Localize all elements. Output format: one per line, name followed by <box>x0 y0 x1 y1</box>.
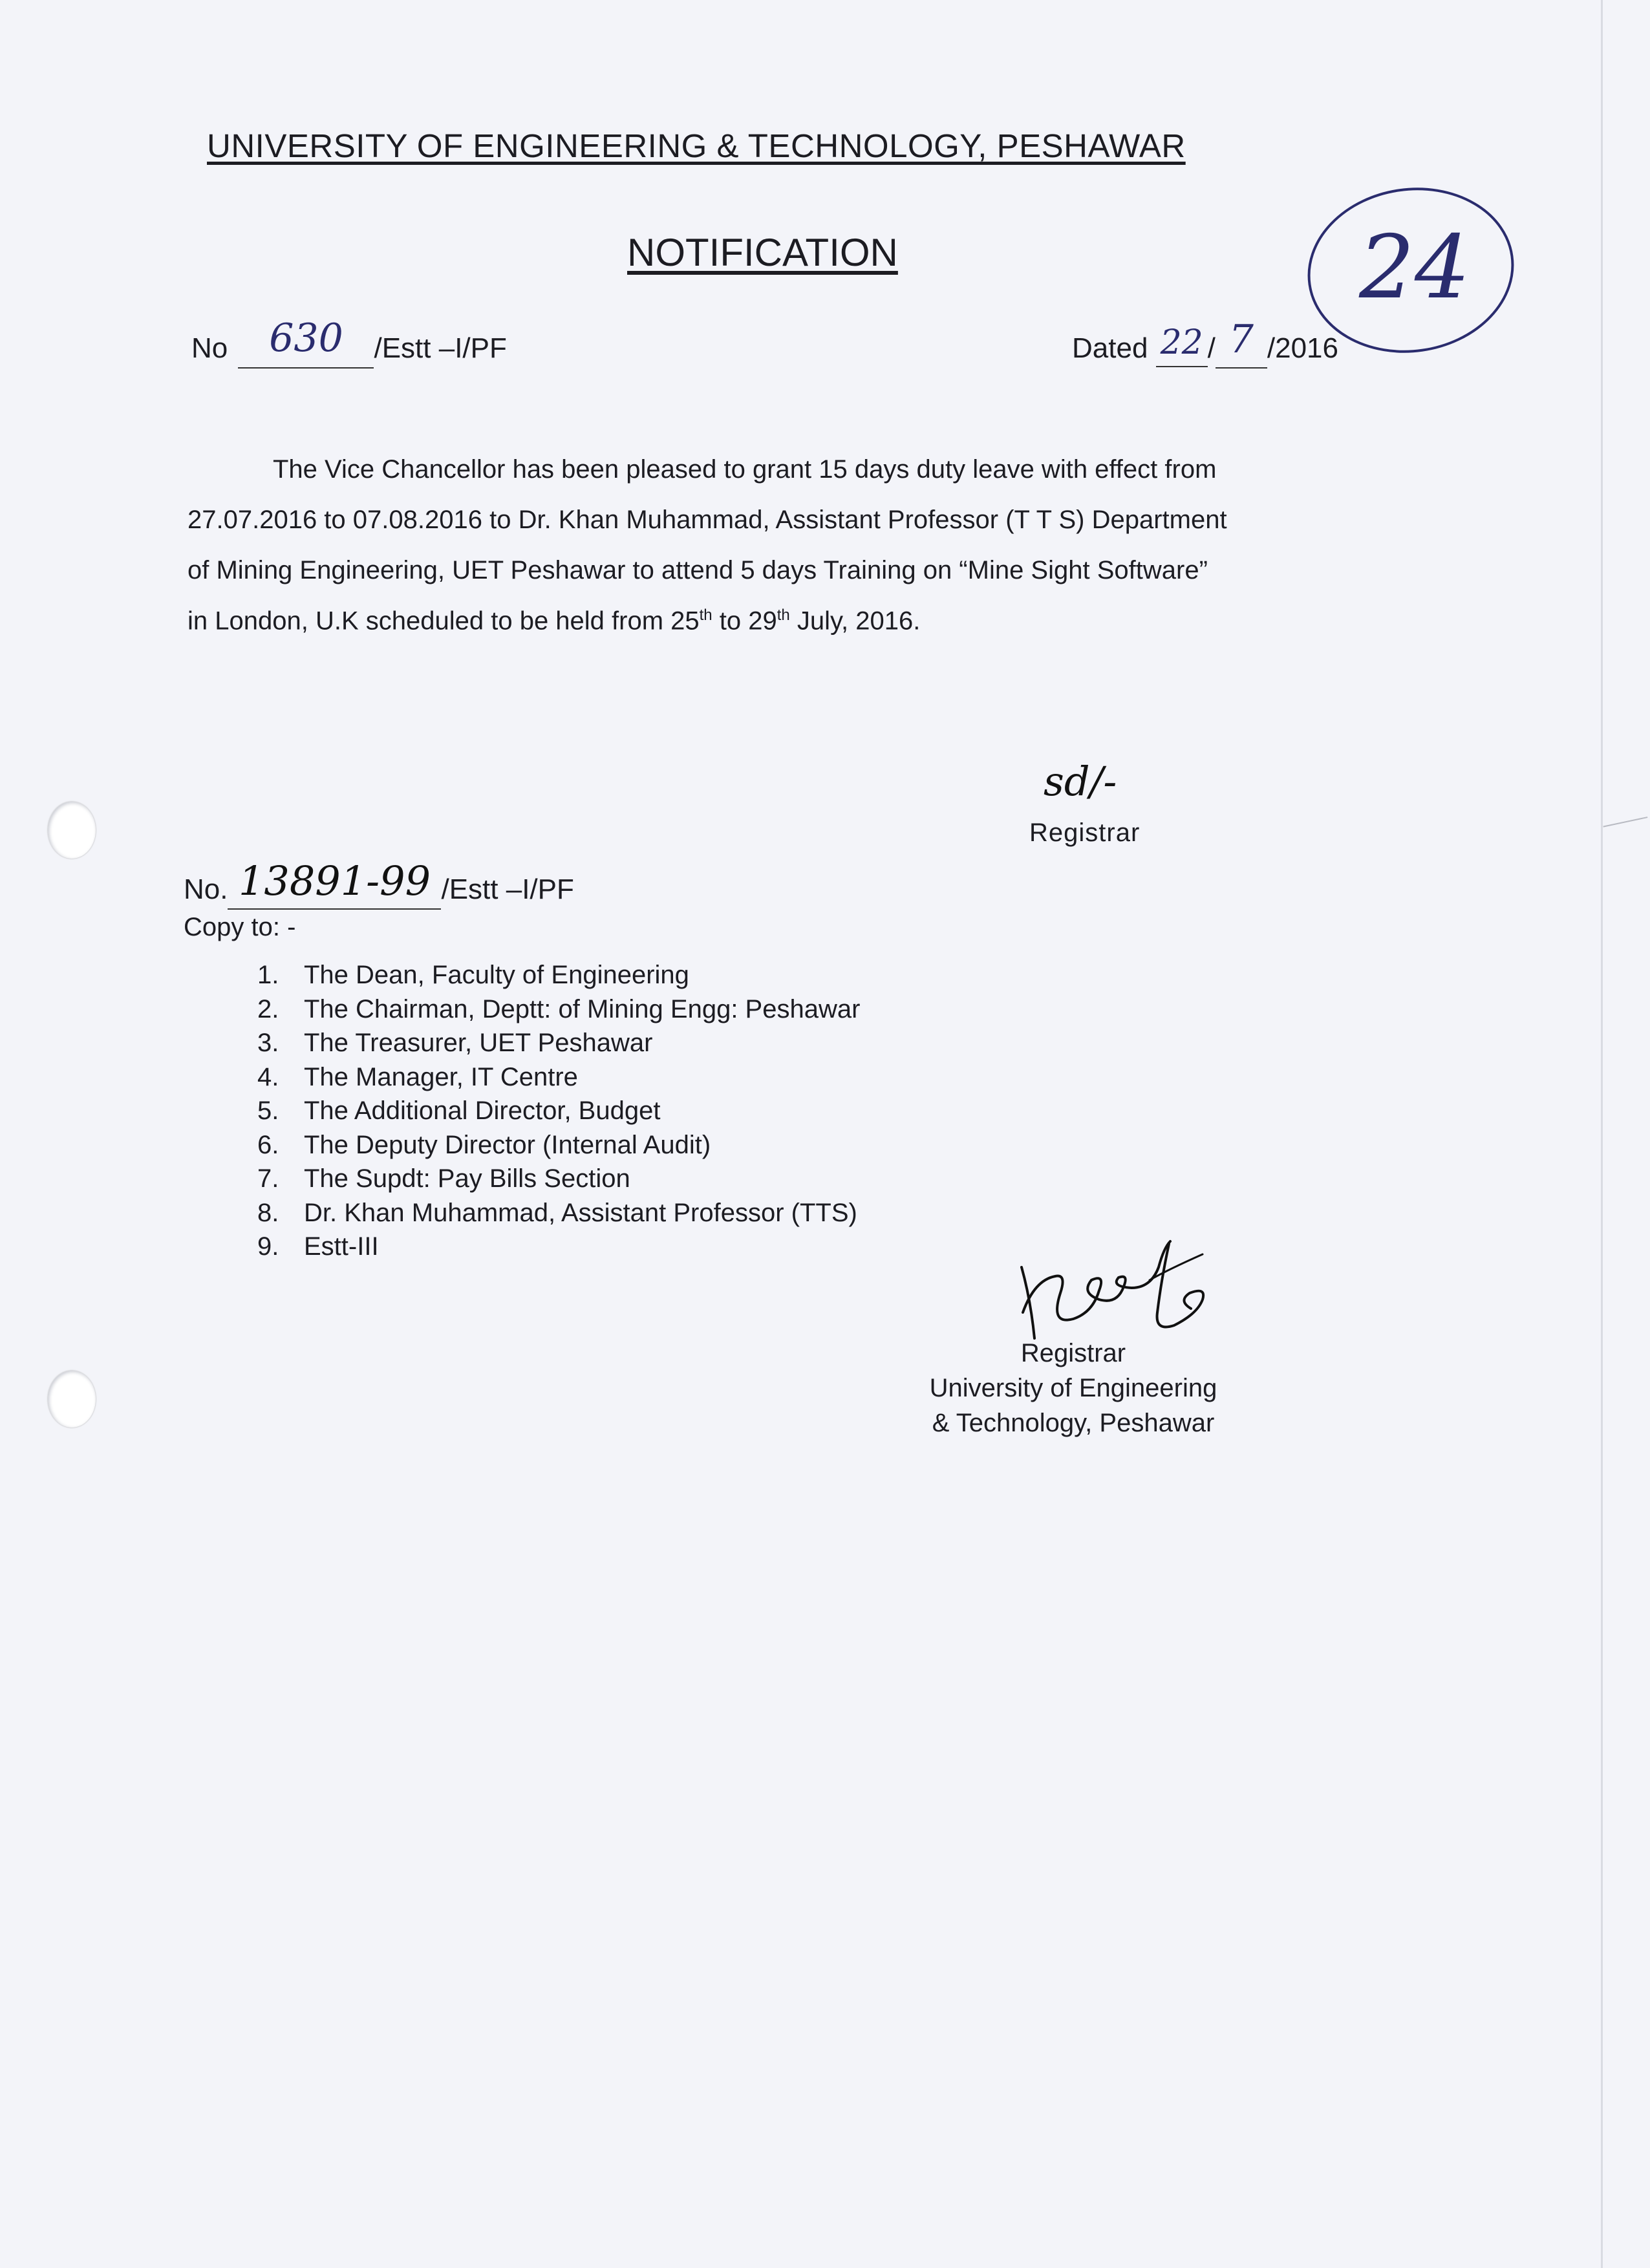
page-number-text: 24 <box>1359 217 1470 318</box>
body-line-4 <box>188 606 920 636</box>
copy-no-fill <box>228 857 441 910</box>
list-item: 2. The Chairman, Deptt: of Mining Engg: Peshawar <box>257 994 861 1023</box>
list-item: 5. The Additional Director, Budget <box>257 1097 661 1125</box>
sd-initials: sd/- <box>1044 758 1117 805</box>
body-line-3: of Mining Engineering, UET Peshawar to attend 5 days Training on “Mine Sight Software” <box>188 556 1208 584</box>
list-item: 1. The Dean, Faculty of Engineering <box>257 961 689 989</box>
notification-number-line <box>191 316 507 369</box>
dated-year: /2016 <box>1267 332 1338 364</box>
dated-line: Dated 22 / 7 /2016 <box>1072 322 1338 369</box>
body-line-4b: to 29 <box>712 606 777 636</box>
dated-day: 22 <box>1160 323 1203 362</box>
dated-label: Dated <box>1072 332 1148 364</box>
page-curl <box>1603 817 1650 846</box>
final-signature-org-2: & Technology, Peshawar <box>932 1409 1215 1437</box>
list-item: 8. Dr. Khan Muhammad, Assistant Professor (TTS) <box>257 1198 857 1227</box>
copy-number-line <box>184 857 574 910</box>
body-line-4a: in London, U.K scheduled to be held from 25 <box>188 606 700 636</box>
copy-no-suffix: /Estt –I/PF <box>441 873 574 905</box>
body-line-1: The Vice Chancellor has been pleased to grant 15 days duty leave with effect from <box>273 455 1217 484</box>
copy-no-handwritten: 13891-99 <box>238 857 431 904</box>
superscript-2: th <box>777 606 790 624</box>
university-heading: UNIVERSITY OF ENGINEERING & TECHNOLOGY, PESHAWAR <box>207 127 1186 164</box>
copy-to-list <box>257 958 860 1264</box>
notification-title: NOTIFICATION <box>627 231 898 274</box>
list-item: 4. The Manager, IT Centre <box>257 1062 578 1091</box>
copy-to-label: Copy to: - <box>184 913 296 941</box>
final-signature-block <box>892 1336 1254 1440</box>
dated-month: 7 <box>1228 317 1254 362</box>
list-item: 9. Estt-III <box>257 1232 379 1261</box>
superscript-1: th <box>699 606 712 624</box>
first-signature-title: Registrar <box>1029 818 1141 847</box>
page-edge-line <box>1601 0 1603 2268</box>
copy-no-label: No. <box>184 873 228 905</box>
body-line-2: 27.07.2016 to 07.08.2016 to Dr. Khan Muhammad, Assistant Professor (T T S) Department <box>188 506 1227 534</box>
punch-hole-upper <box>48 802 96 859</box>
body-line-4c: July, 2016. <box>789 606 921 636</box>
punch-hole-lower <box>48 1371 96 1428</box>
no-suffix: /Estt –I/PF <box>374 332 507 364</box>
dated-day-fill <box>1156 323 1208 367</box>
list-item: 6. The Deputy Director (Internal Audit) <box>257 1130 711 1159</box>
no-fill <box>238 316 374 369</box>
dated-month-fill <box>1216 317 1267 369</box>
list-item: 7. The Supdt: Pay Bills Section <box>257 1164 630 1193</box>
list-item: 3. The Treasurer, UET Peshawar <box>257 1029 653 1057</box>
no-label: No <box>191 332 228 364</box>
final-signature-org-1: University of Engineering <box>929 1374 1217 1402</box>
final-signature-title: Registrar <box>1020 1339 1126 1367</box>
no-handwritten: 630 <box>269 316 343 361</box>
